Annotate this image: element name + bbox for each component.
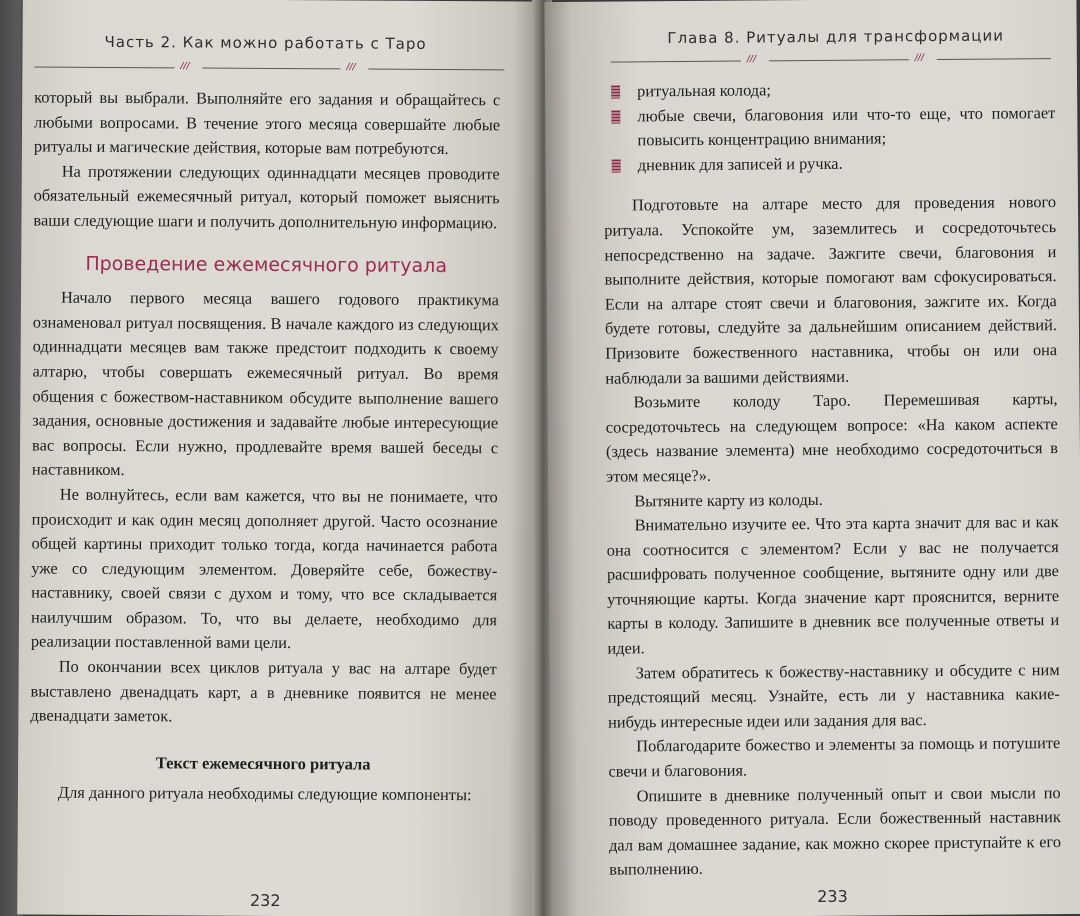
left-running-head: Часть 2. Как можно работать с Таро bbox=[104, 32, 427, 53]
list-item: дневник для записей и ручка. bbox=[604, 150, 1056, 178]
section-title: Проведение ежемесячного ритуала bbox=[85, 252, 448, 277]
paragraph: Начало первого месяца вашего годового практикума ознаменовал ритуал посвящения. В начале каждого из следующих одиннадцати месяцев вам также предстоит подходить к своему алтарю, чтобы совершать ежемесячный ритуал. Во время общения с божеством-наставником обсудите выполнение вашего задания, основные достижения и задавайте любые интересующие вас вопросы. Если нужно, продлевайте время вашей беседы с наставником. bbox=[31, 287, 500, 480]
right-running-head: Глава 8. Ритуалы для трансформации bbox=[667, 26, 1005, 48]
left-header-rule: /// /// bbox=[34, 61, 504, 78]
right-page-number: 233 bbox=[817, 886, 848, 906]
left-page bbox=[17, 0, 539, 916]
paragraph: Подготовьте на алтаре место для проведения нового ритуала. Успокойте ум, заземлитесь и сосредоточьтесь непосредственно на задаче. Зажгите свечи, благовония и выполните действия, которые помогают вам сфокусироваться. Если на алтаре стоят свечи и благовония, зажгите их. Когда будете готовы, следуйте за дальнейшим описанием действий. Призовите божественного наставника, чтобы он или она наблюдали за вашими действиями. bbox=[604, 192, 1058, 388]
paragraph: Внимательно изучите ее. Что эта карта значит для вас и как она соотносится с элементом? Если у вас не получается расшифровать полученное сообщение, вытяните одну или две уточняющие карты. Когда значение карт прояснится, верните карты в колоду. Запишите в дневник все полученные ответы и идеи. bbox=[606, 512, 1060, 658]
list-item: любые свечи, благовония или что-то еще, что помогает повысить концентрацию внимания; bbox=[603, 101, 1055, 154]
list-item: ритуальная колода; bbox=[603, 76, 1055, 104]
subsection-title: Текст ежемесячного ритуала bbox=[155, 753, 371, 774]
components-list bbox=[603, 76, 1056, 178]
bullet-icon bbox=[611, 110, 620, 123]
paragraph: Поблагодарите божество и элементы за помощь и потушите свечи и благовония. bbox=[608, 733, 1061, 781]
right-page bbox=[544, 0, 1080, 916]
paragraph: Для данного ритуала необходимы следующие компоненты: bbox=[57, 783, 472, 805]
paragraph: Вытяните карту из колоды. bbox=[634, 489, 823, 510]
right-body bbox=[603, 76, 1061, 883]
left-page-number: 232 bbox=[249, 890, 281, 911]
paragraph: Возьмите колоду Таро. Перемешивая карты, сосредоточьтесь на следующем вопросе: «На каком аспекте (здесь название элемента) мне необходимо сосредоточиться в этом месяце?». bbox=[605, 389, 1059, 486]
bullet-icon bbox=[612, 159, 621, 172]
right-header-rule: /// /// bbox=[611, 52, 1051, 69]
paragraph: Не волнуйтесь, если вам кажется, что вы не понимаете, что происходит и как один месяц дополняет другой. Часто осознание общей картины приходит только тогда, когда начинается работа уже со следующим элементом. Доверяйте себе, божеству-наставнику, своей связи с духом и тому, что все складывается наилучшим образом. То, что вы делаете, необходимо для реализации поставленной вами цели. bbox=[30, 484, 498, 653]
paragraph: На протяжении следующих одиннадцати месяцев проводите обязательный ежемесячный ритуал, который поможет выяснить ваши следующие шаги и получить дополнительную информацию. bbox=[33, 161, 500, 233]
paragraph: Затем обратитесь к божеству-наставнику и обсудите с ним предстоящий месяц. Узнайте, есть ли у наставника какие-нибудь интересные идеи или задания для вас. bbox=[607, 659, 1060, 732]
bullet-icon bbox=[611, 86, 620, 99]
paragraph: который вы выбрали. Выполняйте его задания и обращайтесь с любыми вопросами. В течение этого месяца совершайте любые ритуалы и магические действия, которые вам потребуются. bbox=[33, 87, 501, 159]
paragraph: По окончании всех циклов ритуала у вас на алтаре будет выставлено двенадцать карт, а в дневнике появится не менее двенадцати заметок. bbox=[30, 656, 497, 726]
left-body bbox=[30, 86, 500, 809]
paragraph: Опишите в дневнике полученный опыт и свои мысли по поводу проведенного ритуала. Если божественный наставник дал вам домашнее задание, как можно скорее приступайте к его выполнению. bbox=[608, 782, 1062, 880]
